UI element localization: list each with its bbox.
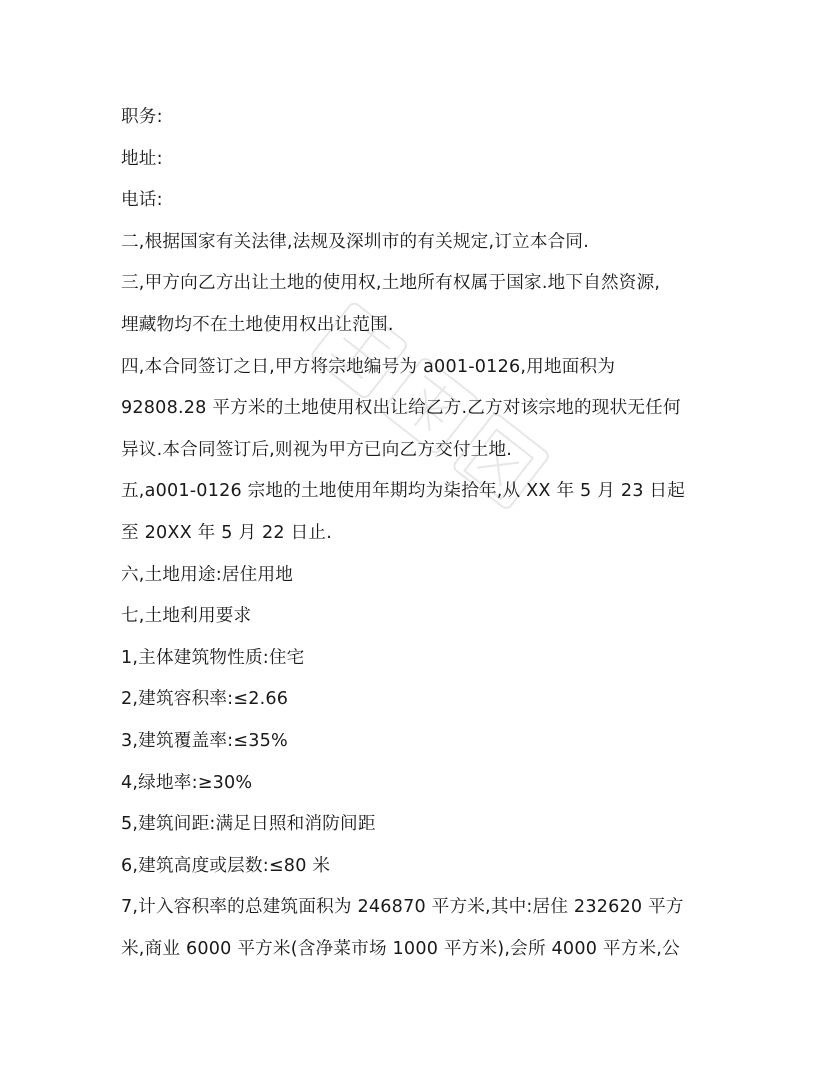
text-line: 七,土地利用要求 (121, 606, 252, 627)
text-line: 五,a001-0126 宗地的土地使用年期均为柒拾年,从 XX 年 5 月 23 日起 (121, 481, 685, 502)
text-line: 3,建筑覆盖率:≤35% (121, 730, 288, 751)
text-line: 1,主体建筑物性质:住宅 (121, 647, 305, 668)
text-line: 四,本合同签订之日,甲方将宗地编号为 a001-0126,用地面积为 (121, 356, 616, 377)
text-line: 三,甲方向乙方出让土地的使用权,土地所有权属于国家.地下自然资源, (121, 273, 661, 294)
text-line: 异议.本合同签订后,则视为甲方已向乙方交付土地. (121, 439, 513, 460)
text-line: 6,建筑高度或层数:≤80 米 (121, 855, 331, 876)
text-line: 米,商业 6000 平方米(含净菜市场 1000 平方米),会所 4000 平方米,公 (121, 938, 680, 959)
text-line: 二,根据国家有关法律,法规及深圳市的有关规定,订立本合同. (121, 231, 590, 252)
text-line: 92808.28 平方米的土地使用权出让给乙方.乙方对该宗地的现状无任何 (121, 398, 681, 419)
text-line: 2,建筑容积率:≤2.66 (121, 689, 289, 710)
text-line: 六,土地用途:居住用地 (121, 564, 294, 585)
text-line: 电话: (121, 190, 163, 211)
text-line: 5,建筑间距:满足日照和消防间距 (121, 814, 376, 835)
text-line: 埋藏物均不在土地使用权出让范围. (121, 314, 394, 335)
text-line: 职务: (121, 107, 163, 127)
text-line: 4,绿地率:≥30% (121, 772, 253, 793)
text-line: 7,计入容积率的总建筑面积为 246870 平方米,其中:居住 232620 平方 (121, 897, 684, 918)
text-line: 地址: (121, 148, 163, 169)
document-body (121, 97, 721, 970)
text-line: 至 20XX 年 5 月 22 日止. (121, 522, 332, 543)
